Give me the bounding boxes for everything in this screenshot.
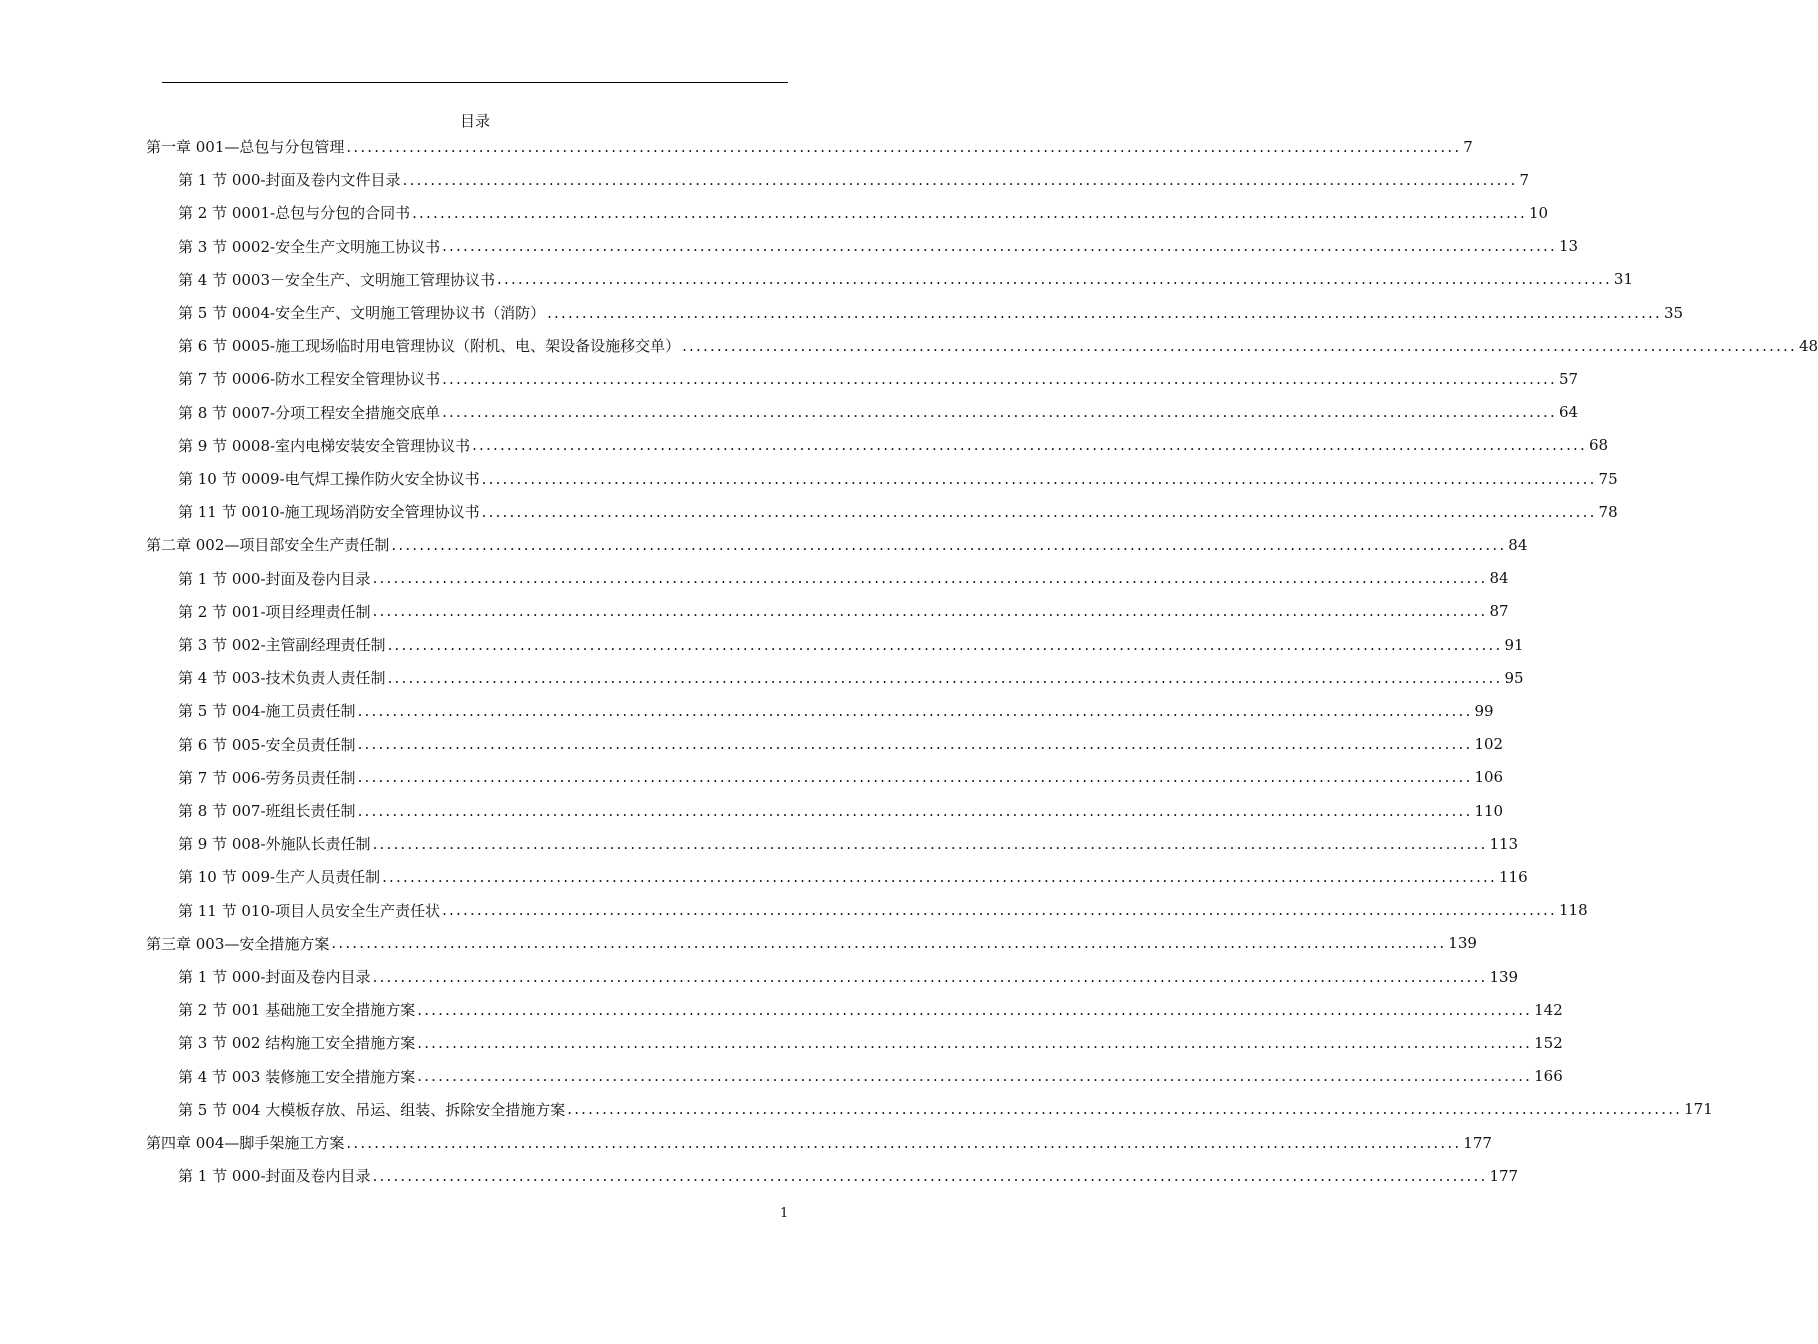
toc-title: 目录 — [459, 112, 490, 130]
toc-entry-page: 95 — [1504, 668, 1524, 687]
toc-entry-page: 116 — [1498, 867, 1528, 886]
toc-dot-leader: ................................................................................................................................................................ — [402, 170, 1518, 189]
toc-dot-leader: ................................................................................................................................................................ — [417, 1033, 1533, 1052]
toc-entry-title: 第 2 节 001-项目经理责任制 — [178, 602, 371, 621]
toc-entry-page: 31 — [1613, 270, 1634, 289]
toc-entry-page: 177 — [1489, 1166, 1519, 1185]
toc-entry-page: 91 — [1504, 635, 1524, 654]
toc-entry-title: 第 8 节 0007-分项工程安全措施交底单 — [178, 403, 441, 422]
toc-section-entry[interactable] — [178, 1026, 1563, 1059]
toc-dot-leader: ................................................................................................................................................................ — [387, 668, 1503, 687]
toc-dot-leader: ................................................................................................................................................................ — [372, 1166, 1488, 1185]
toc-entry-page: 13 — [1558, 237, 1579, 256]
toc-entry-page: 118 — [1558, 901, 1588, 920]
toc-section-entry[interactable] — [178, 661, 1524, 694]
toc-entry-page: 68 — [1588, 436, 1609, 455]
toc-section-entry[interactable] — [178, 993, 1563, 1026]
toc-dot-leader: ................................................................................................................................................................ — [372, 602, 1488, 621]
toc-entry-title: 第 1 节 000-封面及卷内目录 — [178, 569, 371, 588]
toc-section-entry[interactable] — [178, 562, 1509, 595]
toc-dot-leader: ................................................................................................................................................................ — [382, 867, 1497, 886]
toc-entry-page: 64 — [1558, 403, 1579, 422]
toc-dot-leader: ................................................................................................................................................................ — [346, 1133, 1462, 1152]
toc-dot-leader: ................................................................................................................................................................ — [442, 403, 1557, 422]
toc-entry-title: 第 4 节 0003－安全生产、文明施工管理协议书 — [178, 270, 496, 289]
toc-dot-leader: ................................................................................................................................................................ — [372, 569, 1488, 588]
toc-entry-title: 第一章 001—总包与分包管理 — [146, 138, 345, 156]
toc-section-entry[interactable] — [178, 163, 1529, 196]
toc-section-entry[interactable] — [178, 894, 1588, 927]
toc-chapter-entry[interactable] — [146, 1126, 1492, 1159]
toc-entry-title: 第 3 节 002-主管副经理责任制 — [178, 636, 386, 654]
toc-dot-leader: ................................................................................................................................................................ — [372, 834, 1488, 853]
toc-entry-page: 171 — [1684, 1100, 1713, 1119]
toc-dot-leader: ................................................................................................................................................................ — [391, 535, 1507, 554]
toc-section-entry[interactable] — [178, 462, 1618, 495]
toc-entry-title: 第 11 节 0010-施工现场消防安全管理协议书 — [178, 503, 480, 522]
toc-entry-title: 第 7 节 0006-防水工程安全管理协议书 — [178, 370, 441, 389]
toc-entry-page: 177 — [1463, 1133, 1492, 1152]
toc-section-entry[interactable] — [178, 429, 1609, 462]
toc-entry-title: 第 9 节 0008-室内电梯安装安全管理协议书 — [178, 436, 471, 455]
toc-dot-leader: ................................................................................................................................................................ — [442, 237, 1557, 256]
toc-section-entry[interactable] — [178, 296, 1684, 329]
toc-entry-title: 第四章 004—脚手架施工方案 — [146, 1134, 345, 1152]
toc-section-entry[interactable] — [178, 1159, 1519, 1192]
toc-entry-page: 139 — [1489, 967, 1519, 986]
toc-dot-leader: ................................................................................................................................................................ — [357, 768, 1473, 787]
toc-dot-leader: ................................................................................................................................................................ — [372, 967, 1488, 986]
toc-entry-title: 第二章 002—项目部安全生产责任制 — [146, 536, 390, 555]
toc-dot-leader: ................................................................................................................................................................ — [412, 203, 1527, 222]
toc-dot-leader: ................................................................................................................................................................ — [547, 303, 1662, 322]
toc-chapter-entry[interactable] — [146, 528, 1528, 561]
toc-entry-page: 102 — [1474, 735, 1504, 754]
toc-entry-page: 78 — [1598, 502, 1618, 521]
toc-entry-page: 10 — [1528, 203, 1549, 222]
toc-entry-title: 第 11 节 010-项目人员安全生产责任状 — [178, 901, 441, 920]
toc-entry-title: 第 10 节 009-生产人员责任制 — [178, 868, 381, 887]
toc-dot-leader: ................................................................................................................................................................ — [442, 369, 1557, 388]
toc-section-entry[interactable] — [178, 196, 1549, 229]
toc-entry-page: 7 — [1463, 137, 1473, 156]
toc-entry-page: 106 — [1474, 768, 1504, 787]
toc-section-entry[interactable] — [178, 1060, 1563, 1093]
toc-section-entry[interactable] — [178, 362, 1579, 395]
toc-entry-title: 第 3 节 0002-安全生产文明施工协议书 — [178, 237, 441, 256]
toc-section-entry[interactable] — [178, 1093, 1713, 1126]
toc-entry-title: 第 5 节 004 大模板存放、吊运、组装、拆除安全措施方案 — [178, 1100, 566, 1119]
toc-chapter-entry[interactable] — [146, 927, 1477, 960]
toc-section-entry[interactable] — [178, 396, 1579, 429]
toc-section-entry[interactable] — [178, 960, 1519, 993]
toc-entry-page: 113 — [1489, 834, 1519, 853]
toc-dot-leader: ................................................................................................................................................................ — [682, 336, 1797, 355]
toc-entry-title: 第 1 节 000-封面及卷内文件目录 — [178, 171, 401, 190]
toc-entry-title: 第 5 节 004-施工员责任制 — [178, 702, 356, 721]
toc-dot-leader: ................................................................................................................................................................ — [442, 901, 1557, 920]
toc-dot-leader: ................................................................................................................................................................ — [387, 635, 1503, 654]
toc-entry-page: 84 — [1489, 569, 1509, 588]
toc-entry-title: 第 2 节 0001-总包与分包的合同书 — [178, 204, 411, 223]
toc-entry-page: 139 — [1448, 934, 1477, 953]
toc-entry-title: 第 5 节 0004-安全生产、文明施工管理协议书（消防） — [178, 304, 546, 322]
toc-section-entry[interactable] — [178, 595, 1509, 628]
toc-dot-leader: ................................................................................................................................................................ — [331, 934, 1447, 953]
toc-section-entry[interactable] — [178, 761, 1504, 794]
toc-entry-title: 第 4 节 003-技术负责人责任制 — [178, 669, 386, 688]
toc-entry-page: 84 — [1508, 535, 1528, 554]
toc-dot-leader: ................................................................................................................................................................ — [472, 436, 1587, 455]
toc-entry-title: 第 7 节 006-劳务员责任制 — [178, 768, 356, 787]
toc-entry-page: 48 — [1798, 336, 1818, 355]
toc-entry-title: 第 2 节 001 基础施工安全措施方案 — [178, 1001, 416, 1020]
toc-section-entry[interactable] — [178, 495, 1618, 528]
toc-entry-title: 第 6 节 0005-施工现场临时用电管理协议（附机、电、架设备设施移交单） — [178, 337, 681, 356]
toc-entry-page: 57 — [1558, 369, 1579, 388]
toc-entry-page: 99 — [1474, 701, 1494, 720]
toc-dot-leader: ................................................................................................................................................................ — [481, 502, 1597, 521]
toc-entry-page: 75 — [1598, 469, 1618, 488]
toc-dot-leader: ................................................................................................................................................................ — [357, 701, 1473, 720]
toc-entry-page: 7 — [1519, 170, 1529, 189]
toc-section-entry[interactable] — [178, 329, 1818, 362]
toc-entry-page: 87 — [1489, 602, 1509, 621]
toc-entry-title: 第 1 节 000-封面及卷内目录 — [178, 1167, 371, 1186]
toc-section-entry[interactable] — [178, 860, 1528, 893]
toc-section-entry[interactable] — [178, 263, 1634, 296]
toc-dot-leader: ................................................................................................................................................................ — [497, 270, 1612, 289]
toc-dot-leader: ................................................................................................................................................................ — [357, 801, 1473, 820]
toc-entry-title: 第 6 节 005-安全员责任制 — [178, 735, 356, 754]
toc-entry-page: 110 — [1474, 801, 1504, 820]
toc-chapter-entry[interactable] — [146, 130, 1473, 163]
toc-section-entry[interactable] — [178, 794, 1504, 827]
toc-section-entry[interactable] — [178, 728, 1504, 761]
toc-entry-title: 第 10 节 0009-电气焊工操作防火安全协议书 — [178, 470, 480, 488]
toc-entry-title: 第 1 节 000-封面及卷内目录 — [178, 968, 371, 986]
toc-section-entry[interactable] — [178, 628, 1524, 661]
page-number: 1 — [780, 1206, 789, 1221]
toc-section-entry[interactable] — [178, 694, 1494, 727]
toc-dot-leader: ................................................................................................................................................................ — [346, 137, 1462, 156]
toc-entry-title: 第 8 节 007-班组长责任制 — [178, 802, 356, 820]
toc-entry-title: 第 3 节 002 结构施工安全措施方案 — [178, 1034, 416, 1053]
toc-entry-page: 35 — [1663, 303, 1684, 322]
toc-dot-leader: ................................................................................................................................................................ — [417, 1000, 1533, 1019]
toc-entry-page: 166 — [1534, 1067, 1563, 1086]
toc-entry-page: 152 — [1534, 1033, 1563, 1052]
header-rule — [162, 82, 788, 83]
toc-section-entry[interactable] — [178, 230, 1579, 263]
toc-entry-title: 第 4 节 003 装修施工安全措施方案 — [178, 1067, 416, 1086]
toc-dot-leader: ................................................................................................................................................................ — [357, 735, 1473, 754]
toc-section-entry[interactable] — [178, 827, 1519, 860]
toc-dot-leader: ................................................................................................................................................................ — [567, 1100, 1683, 1119]
toc-dot-leader: ................................................................................................................................................................ — [481, 469, 1597, 488]
toc-entry-title: 第三章 003—安全措施方案 — [146, 934, 330, 953]
toc-dot-leader: ................................................................................................................................................................ — [417, 1067, 1533, 1086]
toc-entry-title: 第 9 节 008-外施队长责任制 — [178, 835, 371, 854]
toc-entry-page: 142 — [1534, 1000, 1563, 1019]
